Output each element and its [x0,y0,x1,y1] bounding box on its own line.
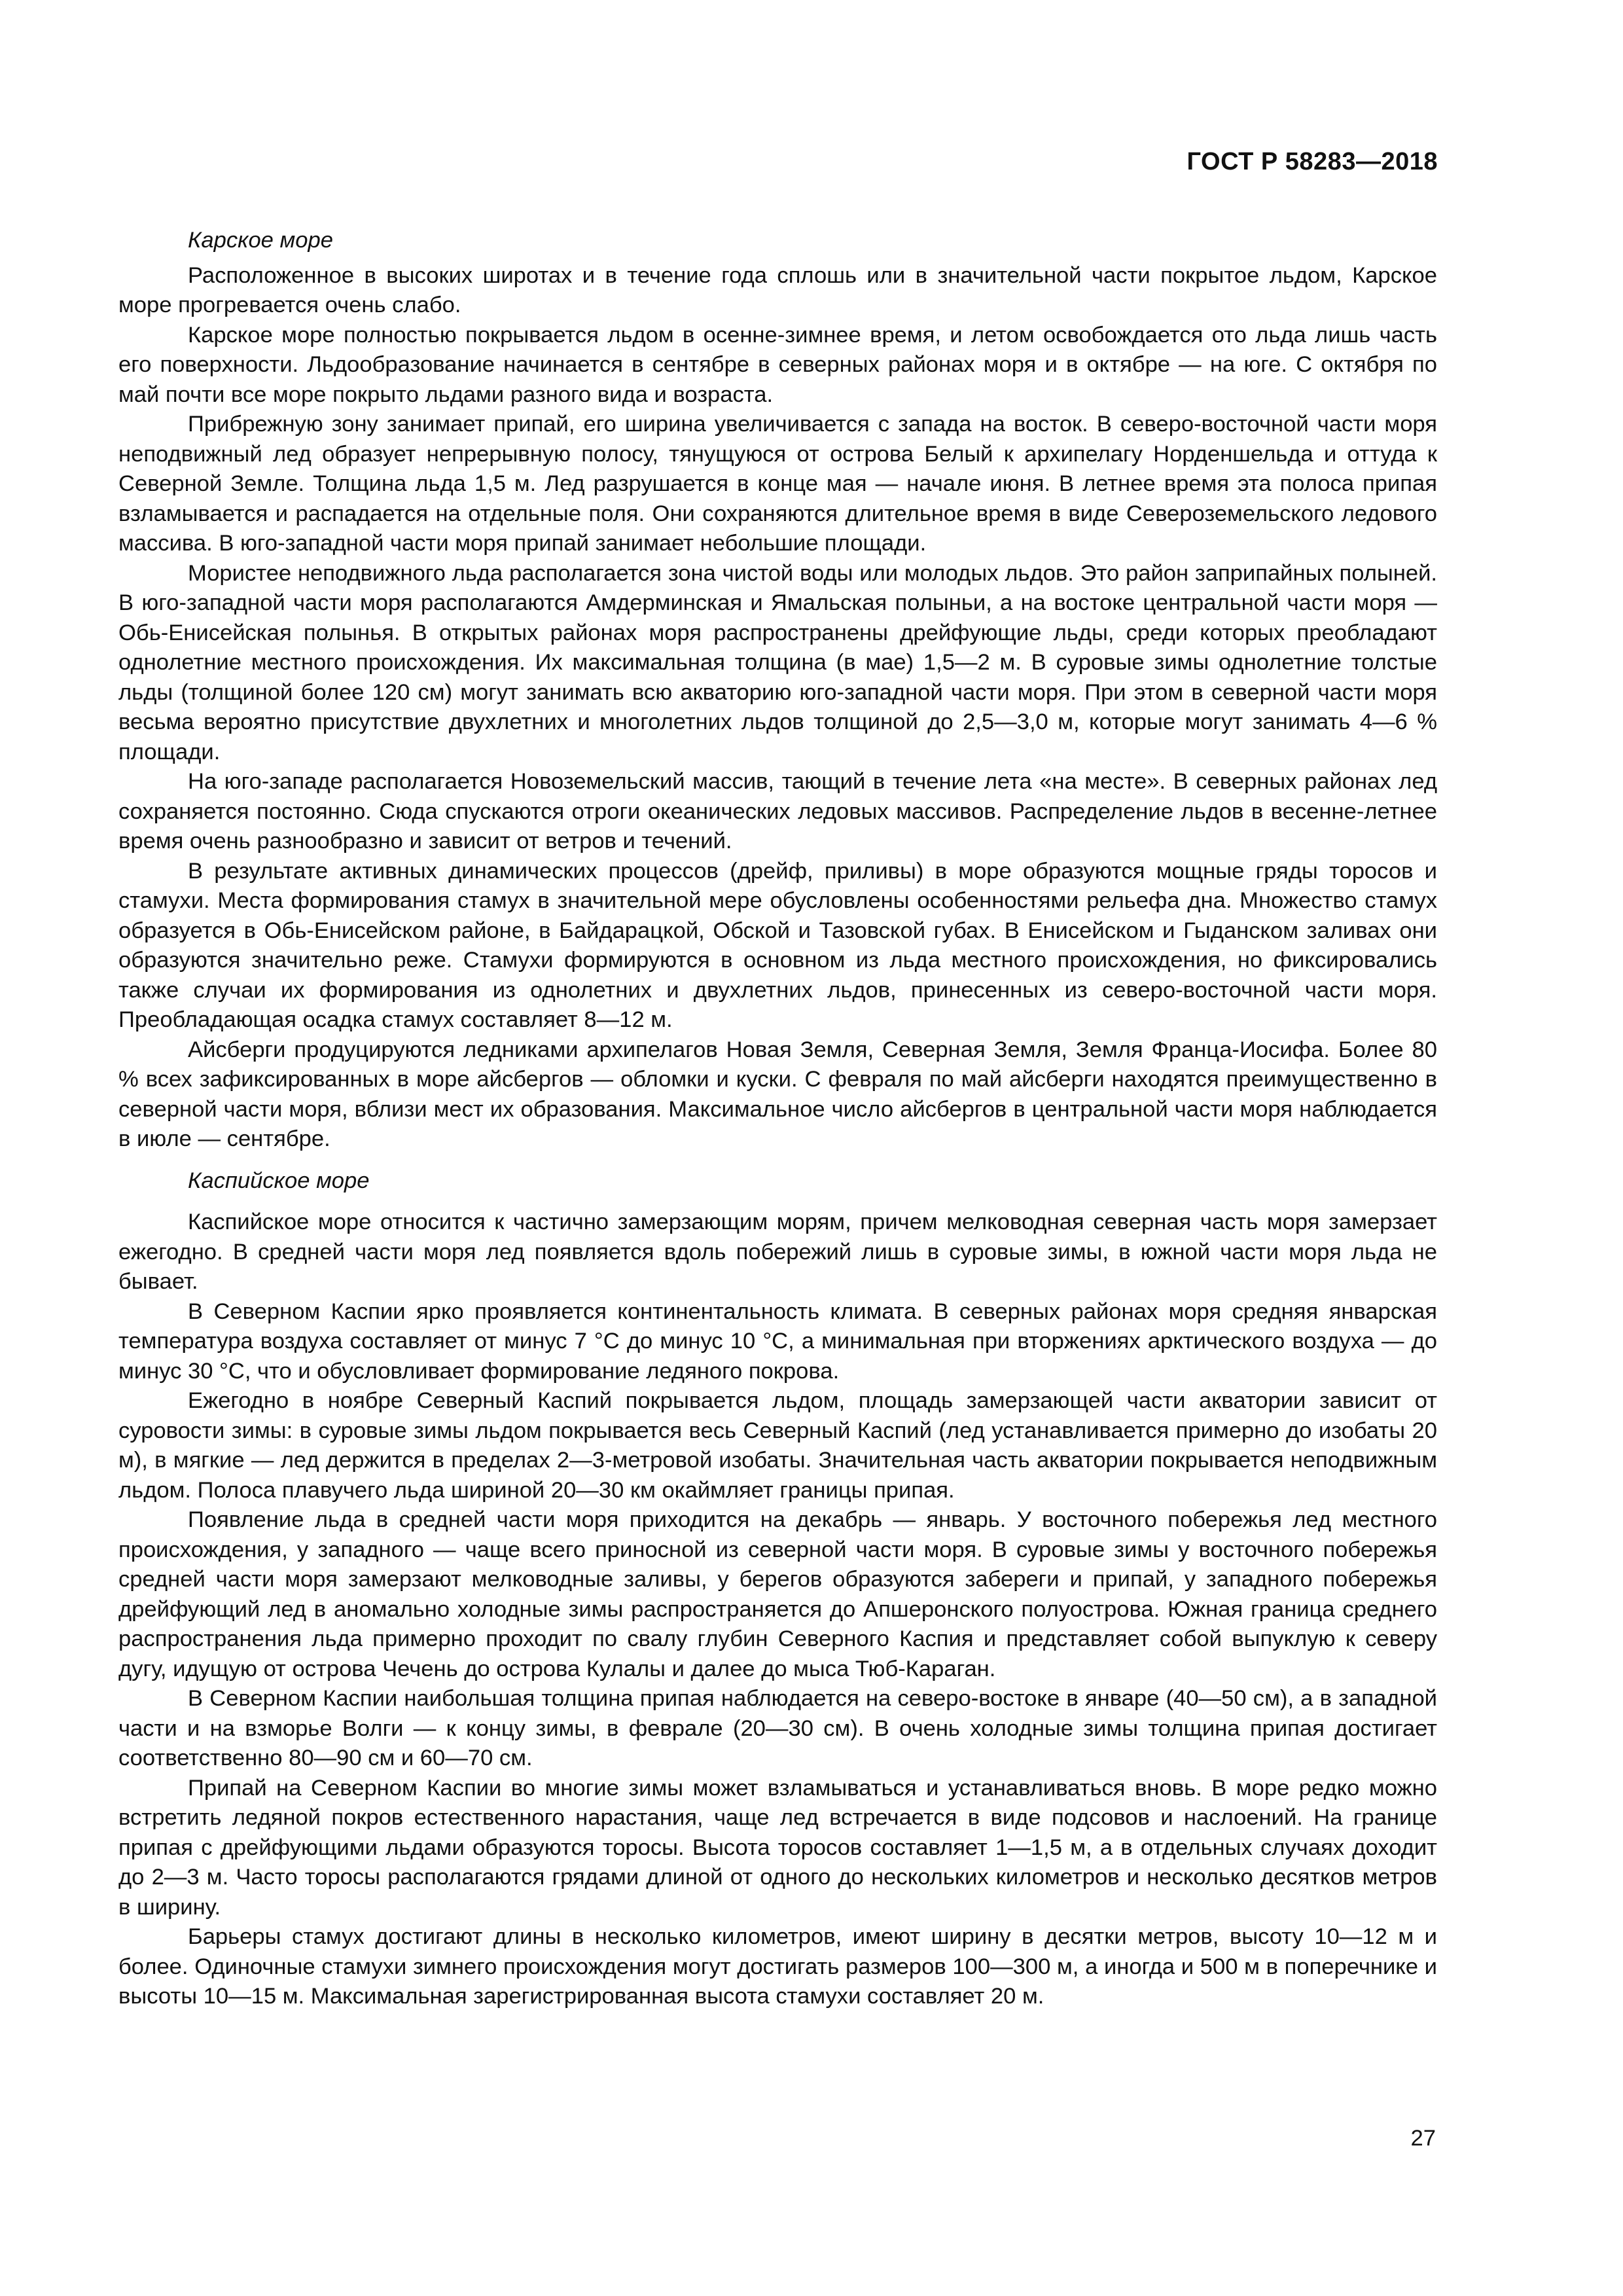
page-number: 27 [1410,2126,1436,2151]
section-title: Карское море [188,228,333,253]
section-kara-sea [118,226,1437,1155]
paragraph: Каспийское море относится к частично замерзающим морям, причем мелководная северная часть моря замерзает ежегодно. В средней части моря лед появляется вдоль побережий лишь в суровые зимы, в южной части моря льда не бывает. [118,1210,1437,1294]
section-title: Каспийское море [188,1168,370,1193]
paragraph: Барьеры стамух достигают длины в несколько километров, имеют ширину в десятки метров, высоту 10—12 м и более. Одиночные стамухи зимнего происхождения могут достигать размеров 100—300 м, а иногда и 500 м в поперечнике и высоты 10—15 м. Максимальная зарегистрированная высота стамухи составляет 20 м. [118,1924,1437,2009]
paragraph: Карское море полностью покрывается льдом в осенне-зимнее время, и летом освобождается ото льда лишь часть его поверхности. Льдообразование начинается в сентябре в северных районах моря и в октябре — на юге. С октября по май почти все море покрыто льдами разного вида и возраста. [118,322,1437,407]
document-body [118,226,1437,2012]
paragraph: Появление льда в средней части моря приходится на декабрь — январь. У восточного побережья лед местного происхождения, у западного — чаще всего приносной из северной части моря. В суровые зимы у восточного побережья средней части моря замерзают мелководные заливы, у берегов образуются забереги и припай, у западного побережья дрейфующий лед в аномально холодные зимы распространяется до Апшеронского полуострова. Южная граница среднего распространения льда примерно проходит по свалу глубин Северного Каспия и представляет собой выпуклую к северу дугу, идущую от острова Чечень до острова Кулалы и далее до мыса Тюб-Караган. [118,1507,1437,1681]
paragraph: Айсберги продуцируются ледниками архипелагов Новая Земля, Северная Земля, Земля Франца-Иосифа. Более 80 % всех зафиксированных в море айсбергов — обломки и куски. С февраля по май айсберги находятся преимущественно в северной части моря, вблизи мест их образования. Максимальное число айсбергов в центральной части моря наблюдается в июле — сентябре. [118,1037,1437,1151]
paragraph: В Северном Каспии ярко проявляется континентальность климата. В северных районах моря средняя январская температура воздуха составляет от минус 7 °C до минус 10 °C, а минимальная при вторжениях арктического воздуха — до минус 30 °C, что и обусловливает формирование ледяного покрова. [118,1299,1437,1384]
paragraph: В результате активных динамических процессов (дрейф, приливы) в море образуются мощные гряды торосов и стамухи. Места формирования стамух в значительной мере обусловлены особенностями рельефа дна. Множество стамух образуется в Обь-Енисейском районе, в Байдарацкой, Обской и Тазовской губах. В Енисейском и Гыданском заливах они образуются значительно реже. Стамухи формируются в основном из льда местного происхождения, но фиксировались также случаи их формирования из однолетних и двухлетних льдов, принесенных из северо-восточной части моря. Преобладающая осадка стамух составляет 8—12 м. [118,858,1437,1032]
paragraph: Расположенное в высоких широтах и в течение года сплошь или в значительной части покрытое льдом, Карское море прогревается очень слабо. [118,262,1437,317]
paragraph: В Северном Каспии наибольшая толщина припая наблюдается на северо-востоке в январе (40—50 см), а в западной части и на взморье Волги — к концу зимы, в феврале (20—30 см). В очень холодные зимы толщина припая достигает соответственно 80—90 см и 60—70 см. [118,1686,1437,1770]
document-standard-id: ГОСТ Р 58283—2018 [1186,148,1438,175]
paragraph: Ежегодно в ноябре Северный Каспий покрывается льдом, площадь замерзающей части акватории зависит от суровости зимы: в суровые зимы льдом покрывается весь Северный Каспий (лед устанавливается примерно до изобаты 20 м), в мягкие — лед держится в пределах 2—3-метровой изобаты. Значительная часть акватории покрывается неподвижным льдом. Полоса плавучего льда шириной 20—30 км окаймляет границы припая. [118,1388,1437,1503]
paragraph: На юго-западе располагается Новоземельский массив, тающий в течение лета «на месте». В северных районах лед сохраняется постоянно. Сюда спускаются отроги океанических ледовых массивов. Распределение льдов в весенне-летнее время очень разнообразно и зависит от ветров и течений. [118,769,1437,853]
paragraph: Мористее неподвижного льда располагается зона чистой воды или молодых льдов. Это район заприпайных полыней. В юго-западной части моря располагаются Амдерминская и Ямальская полыньи, а на востоке центральной части моря — Обь-Енисейская полынья. В открытых районах моря распространены дрейфующие льды, среди которых преобладают однолетние местного происхождения. Их максимальная толщина (в мае) 1,5—2 м. В суровые зимы однолетние толстые льды (толщиной более 120 см) могут занимать всю акваторию юго-западной части моря. При этом в северной части моря весьма вероятно присутствие двухлетних и многолетних льдов толщиной до 2,5—3,0 м, которые могут занимать 4—6 % площади. [118,560,1437,764]
paragraph: Прибрежную зону занимает припай, его ширина увеличивается с запада на восток. В северо-восточной части моря неподвижный лед образует непрерывную полосу, тянущуюся от острова Белый к архипелагу Норденшельда и оттуда к Северной Земле. Толщина льда 1,5 м. Лед разрушается в конце мая — начале июня. В летнее время эта полоса припая взламывается и распадается на отдельные поля. Они сохраняются длительное время в виде Североземельского ледового массива. В юго-западной части моря припай занимает небольшие площади. [118,412,1437,556]
section-caspian-sea [118,1166,1437,2012]
paragraph: Припай на Северном Каспии во многие зимы может взламываться и устанавливаться вновь. В море редко можно встретить ледяной покров естественного нарастания, чаще лед встречается в виде подсовов и наслоений. На границе припая с дрейфующими льдами образуются торосы. Высота торосов составляет 1—1,5 м, а в отдельных случаях доходит до 2—3 м. Часто торосы располагаются грядами длиной от одного до нескольких километров и несколько десятков метров в ширину. [118,1775,1437,1920]
